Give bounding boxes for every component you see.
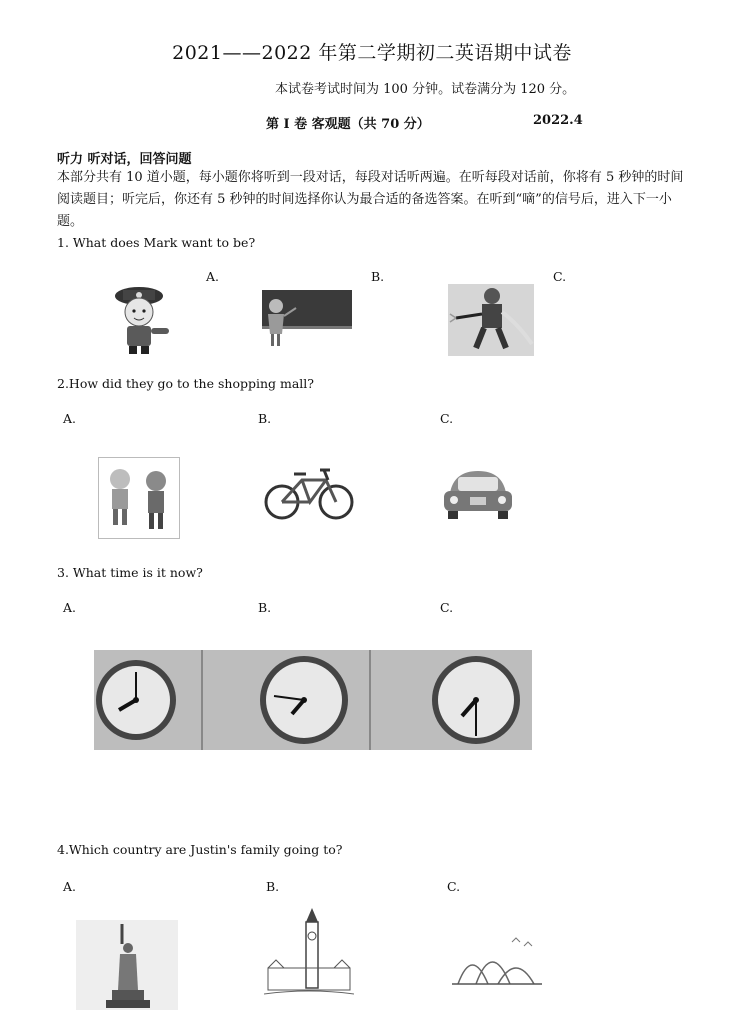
listening-part-title: 听力 听对话，回答问题	[57, 152, 192, 167]
bicycle-icon	[264, 464, 354, 522]
firefighter-icon	[448, 284, 534, 356]
q4-option-b[interactable]: B.	[266, 879, 280, 894]
q3-option-c[interactable]: C.	[440, 600, 454, 615]
question-3-text: 3. What time is it now?	[57, 565, 203, 580]
q3-option-a[interactable]: A.	[63, 600, 77, 615]
sydney-opera-house-icon	[452, 936, 542, 998]
teacher-blackboard-icon	[262, 288, 354, 350]
listening-instructions: 本部分共有 10 道小题，每小题你将听到一段对话，每段对话听两遍。在听每段对话前，你将有 5 秒钟的时间阅读题目；听完后，你还有 5 秒钟的时间选择你认为最合适的备选答案。在听到“嘀”的信号后，进入下一小题。	[57, 170, 684, 229]
question-1-text: 1. What does Mark want to be?	[57, 235, 256, 250]
q1-option-b[interactable]: B.	[371, 269, 385, 284]
q3-option-b[interactable]: B.	[258, 600, 272, 615]
question-4-text: 4.Which country are Justin's family going to?	[57, 842, 343, 857]
q2-option-a[interactable]: A.	[63, 411, 77, 426]
clocks-photo	[94, 650, 532, 750]
car-icon	[440, 463, 516, 525]
q2-option-c[interactable]: C.	[440, 411, 454, 426]
q4-option-a[interactable]: A.	[63, 879, 77, 894]
q1-option-c[interactable]: C.	[553, 269, 567, 284]
clock-c-icon	[432, 656, 520, 744]
section-heading: 第 I 卷 客观题（共 70 分）	[266, 117, 430, 132]
statue-of-liberty-icon	[76, 920, 178, 1010]
clock-b-icon	[260, 656, 348, 744]
exam-title: 2021——2022 年第二学期初二英语期中试卷	[172, 42, 572, 64]
police-officer-icon	[105, 282, 177, 356]
question-2-text: 2.How did they go to the shopping mall?	[57, 376, 314, 391]
q2-option-b[interactable]: B.	[258, 411, 272, 426]
exam-subtitle: 本试卷考试时间为 100 分钟。试卷满分为 120 分。	[275, 82, 576, 97]
walking-children-icon	[98, 457, 180, 539]
big-ben-icon	[264, 908, 354, 1000]
clock-a-icon	[96, 660, 176, 740]
q4-option-c[interactable]: C.	[447, 879, 461, 894]
exam-date: 2022.4	[533, 113, 583, 128]
q1-option-a[interactable]: A.	[206, 269, 220, 284]
